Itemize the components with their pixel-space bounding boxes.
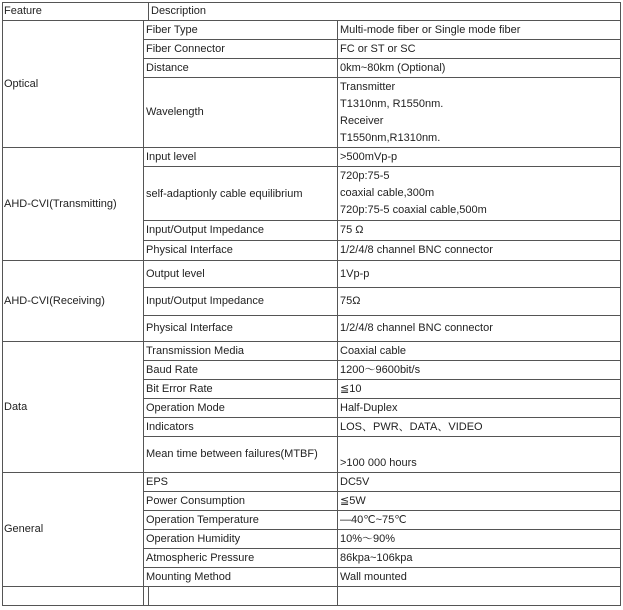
group-label: AHD-CVI(Receiving)	[4, 295, 105, 307]
rule	[2, 341, 620, 342]
rule	[143, 436, 620, 437]
rule	[2, 2, 620, 3]
rule	[148, 586, 149, 606]
param-value: 75Ω	[340, 295, 361, 307]
group-label: General	[4, 523, 44, 535]
param-value-line: T1310nm, R1550nm.	[340, 98, 444, 110]
param-value: ≦10	[340, 383, 362, 395]
param-value: 75 Ω	[340, 224, 364, 236]
rule	[143, 360, 620, 361]
param-label: Distance	[146, 62, 189, 74]
param-label: self-adaptionly cable equilibrium	[146, 188, 303, 200]
rule	[2, 20, 620, 21]
param-label: Mean time between failures(MTBF)	[146, 448, 318, 460]
rule	[143, 287, 620, 288]
header-description: Description	[151, 5, 207, 17]
param-value-line: coaxial cable,300m	[340, 187, 435, 199]
param-label: Atmospheric Pressure	[146, 552, 255, 564]
param-label: Operation Temperature	[146, 514, 259, 526]
param-value: FC or ST or SC	[340, 43, 416, 55]
rule	[143, 379, 620, 380]
group-label: AHD-CVI(Transmitting)	[4, 198, 117, 210]
param-label: Physical Interface	[146, 244, 233, 256]
rule	[143, 220, 620, 221]
param-label: Fiber Type	[146, 24, 198, 36]
param-value: DC5V	[340, 476, 370, 488]
group-label: Optical	[4, 78, 39, 90]
rule	[2, 605, 620, 606]
group-label: Data	[4, 401, 28, 413]
rule	[143, 529, 620, 530]
param-label: Mounting Method	[146, 571, 231, 583]
param-value-line: Transmitter	[340, 81, 396, 93]
param-label: Baud Rate	[146, 364, 198, 376]
param-value-line: 720p:75-5 coaxial cable,500m	[340, 204, 487, 216]
param-label: Input level	[146, 151, 197, 163]
param-value-line: 720p:75-5	[340, 170, 390, 182]
param-label: Input/Output Impedance	[146, 295, 265, 307]
param-label: Bit Error Rate	[146, 383, 213, 395]
param-value: 0km~80km (Optional)	[340, 62, 446, 74]
rule	[143, 58, 620, 59]
param-value: 1/2/4/8 channel BNC connector	[340, 322, 493, 334]
rule	[143, 510, 620, 511]
param-label: Power Consumption	[146, 495, 246, 507]
param-value: 1Vp-p	[340, 268, 370, 280]
param-value: Multi-mode fiber or Single mode fiber	[340, 24, 521, 36]
param-value: >500mVp-p	[340, 151, 398, 163]
param-label: Operation Humidity	[146, 533, 241, 545]
param-label: Output level	[146, 268, 205, 280]
rule	[2, 260, 620, 261]
rule	[143, 548, 620, 549]
param-value: Half-Duplex	[340, 402, 398, 414]
rule	[148, 2, 149, 21]
rule	[143, 417, 620, 418]
param-value: Coaxial cable	[340, 345, 407, 357]
rule	[143, 491, 620, 492]
param-value: Wall mounted	[340, 571, 407, 583]
param-label: Transmission Media	[146, 345, 245, 357]
header-feature: Feature	[4, 5, 42, 17]
param-value: 1200～9600bit/s	[340, 364, 421, 376]
rule	[620, 2, 621, 606]
rule	[143, 77, 620, 78]
rule	[143, 240, 620, 241]
rule	[2, 2, 3, 606]
param-label: Fiber Connector	[146, 43, 225, 55]
rule	[143, 398, 620, 399]
param-label: Physical Interface	[146, 322, 233, 334]
rule	[143, 20, 144, 606]
param-label: Indicators	[146, 421, 194, 433]
param-value-line: T1550nm,R1310nm.	[340, 132, 441, 144]
rule	[143, 315, 620, 316]
rule	[337, 20, 338, 606]
param-label: EPS	[146, 476, 169, 488]
param-value-line: Receiver	[340, 115, 384, 127]
param-label: Input/Output Impedance	[146, 224, 265, 236]
param-label: Operation Mode	[146, 402, 225, 414]
param-value: ≦5W	[340, 495, 366, 507]
param-value: 86kpa~106kpa	[340, 552, 413, 564]
param-value: >100 000 hours	[340, 457, 417, 469]
param-value: 10%～90%	[340, 533, 396, 545]
rule	[143, 166, 620, 167]
param-value: LOS、PWR、DATA、VIDEO	[340, 421, 483, 433]
param-label: Wavelength	[146, 106, 204, 118]
rule	[2, 147, 620, 148]
rule	[2, 472, 620, 473]
rule	[143, 39, 620, 40]
rule	[143, 567, 620, 568]
param-value: 1/2/4/8 channel BNC connector	[340, 244, 493, 256]
param-value: —40℃~75℃	[340, 514, 407, 526]
rule	[2, 586, 620, 587]
